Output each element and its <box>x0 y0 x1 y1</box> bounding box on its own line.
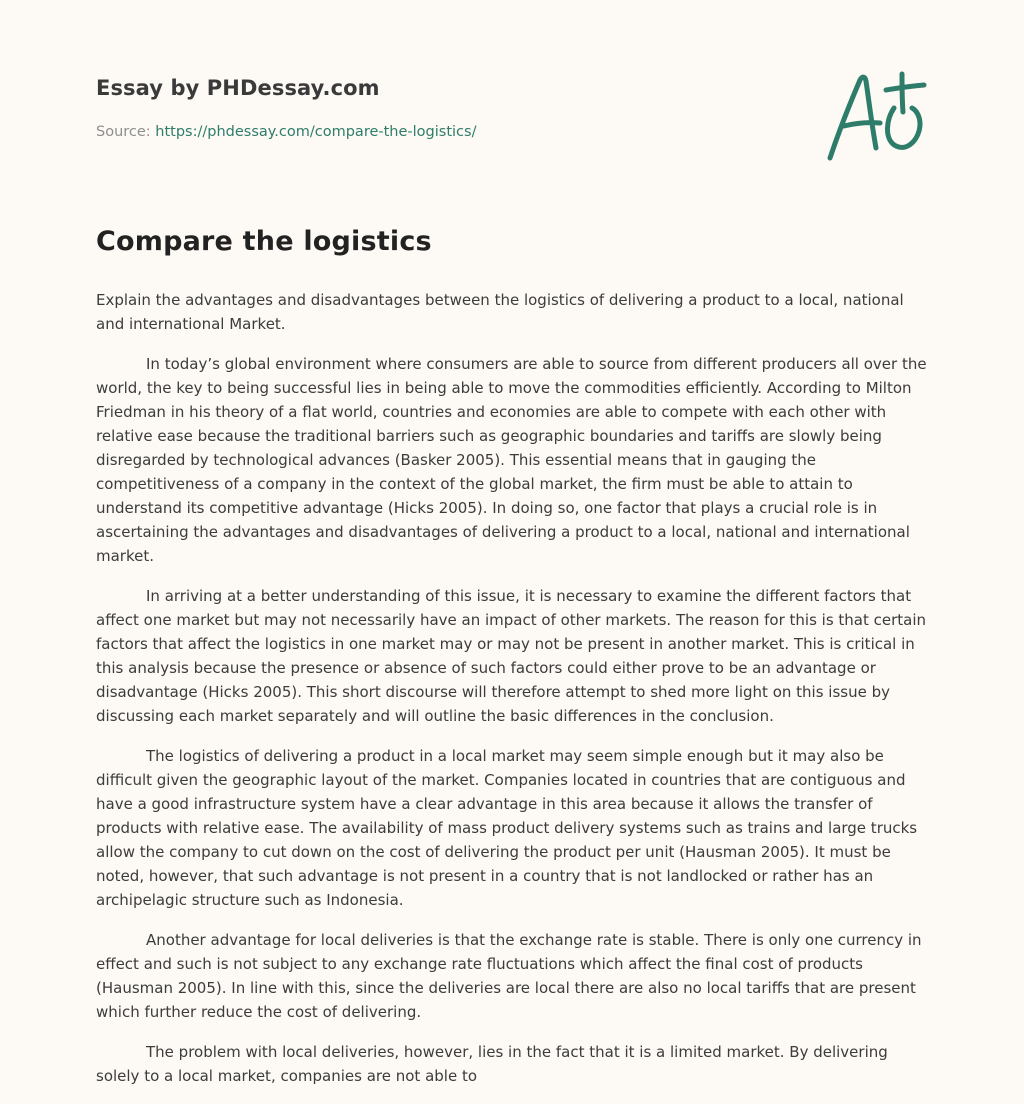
essay-paragraph: The logistics of delivering a product in a local market may seem simple enough but it may also be difficult given the geographic layout of the market. Companies located in countries that are contiguous and have a good infrastructure system have a clear advantage in this area because it allows the transfer of products with relative ease. The availability of mass product delivery systems such as trains and large trucks allow the company to cut down on the cost of delivering the product per unit (Hausman 2005). It must be noted, however, that such advantage is not present in a country that is not landlocked or rather has an archipelagic structure such as Indonesia. <box>96 747 918 909</box>
source-label: Source: <box>96 124 156 140</box>
page-header <box>96 76 928 140</box>
source-line <box>96 124 476 140</box>
essay-paragraph: In arriving at a better understanding of this issue, it is necessary to examine the different factors that affect one market but may not necessarily have an impact of other markets. The reason for this is that certain factors that affect the logistics in one market may or may not be present in another market. This is critical in this analysis because the presence or absence of such factors could either prove to be an advantage or disadvantage (Hicks 2005). This short discourse will therefore attempt to shed more light on this issue by discussing each market separately and will outline the basic differences in the conclusion. <box>96 587 927 725</box>
source-link[interactable]: https://phdessay.com/compare-the-logistics/ <box>155 124 477 140</box>
essay-paragraph: The problem with local deliveries, however, lies in the fact that it is a limited market. By delivering solely to a local market, companies are not able to <box>96 1043 888 1085</box>
essay-paragraph: In today’s global environment where consumers are able to source from different producers all over the world, the key to being successful lies in being able to move the commodities efficiently. According to Milton Friedman in his theory of a flat world, countries and economies are able to compete with each other with relative ease because the traditional barriers such as geographic boundaries and tariffs are slowly being disregarded by technological advances (Basker 2005). This essential means that in gauging the competitiveness of a company in the context of the global market, the firm must be able to attain to understand its competitive advantage (Hicks 2005). In doing so, one factor that plays a crucial role is in ascertaining the advantages and disadvantages of delivering a product to a local, national and international market. <box>96 355 927 565</box>
essay-body <box>96 226 928 1104</box>
a-plus-logo <box>822 68 928 164</box>
essay-paragraph: Another advantage for local deliveries is that the exchange rate is stable. There is only one currency in effect and such is not subject to any exchange rate fluctuations which affect the final cost of products (Hausman 2005). In line with this, since the deliveries are local there are also no local tariffs that are present which further reduce the cost of delivering. <box>96 931 922 1021</box>
site-title: Essay by PHDessay.com <box>96 76 380 100</box>
essay-prompt-paragraph: Explain the advantages and disadvantages between the logistics of delivering a product to a local, national and international Market. <box>96 291 904 333</box>
essay-title: Compare the logistics <box>96 226 432 257</box>
